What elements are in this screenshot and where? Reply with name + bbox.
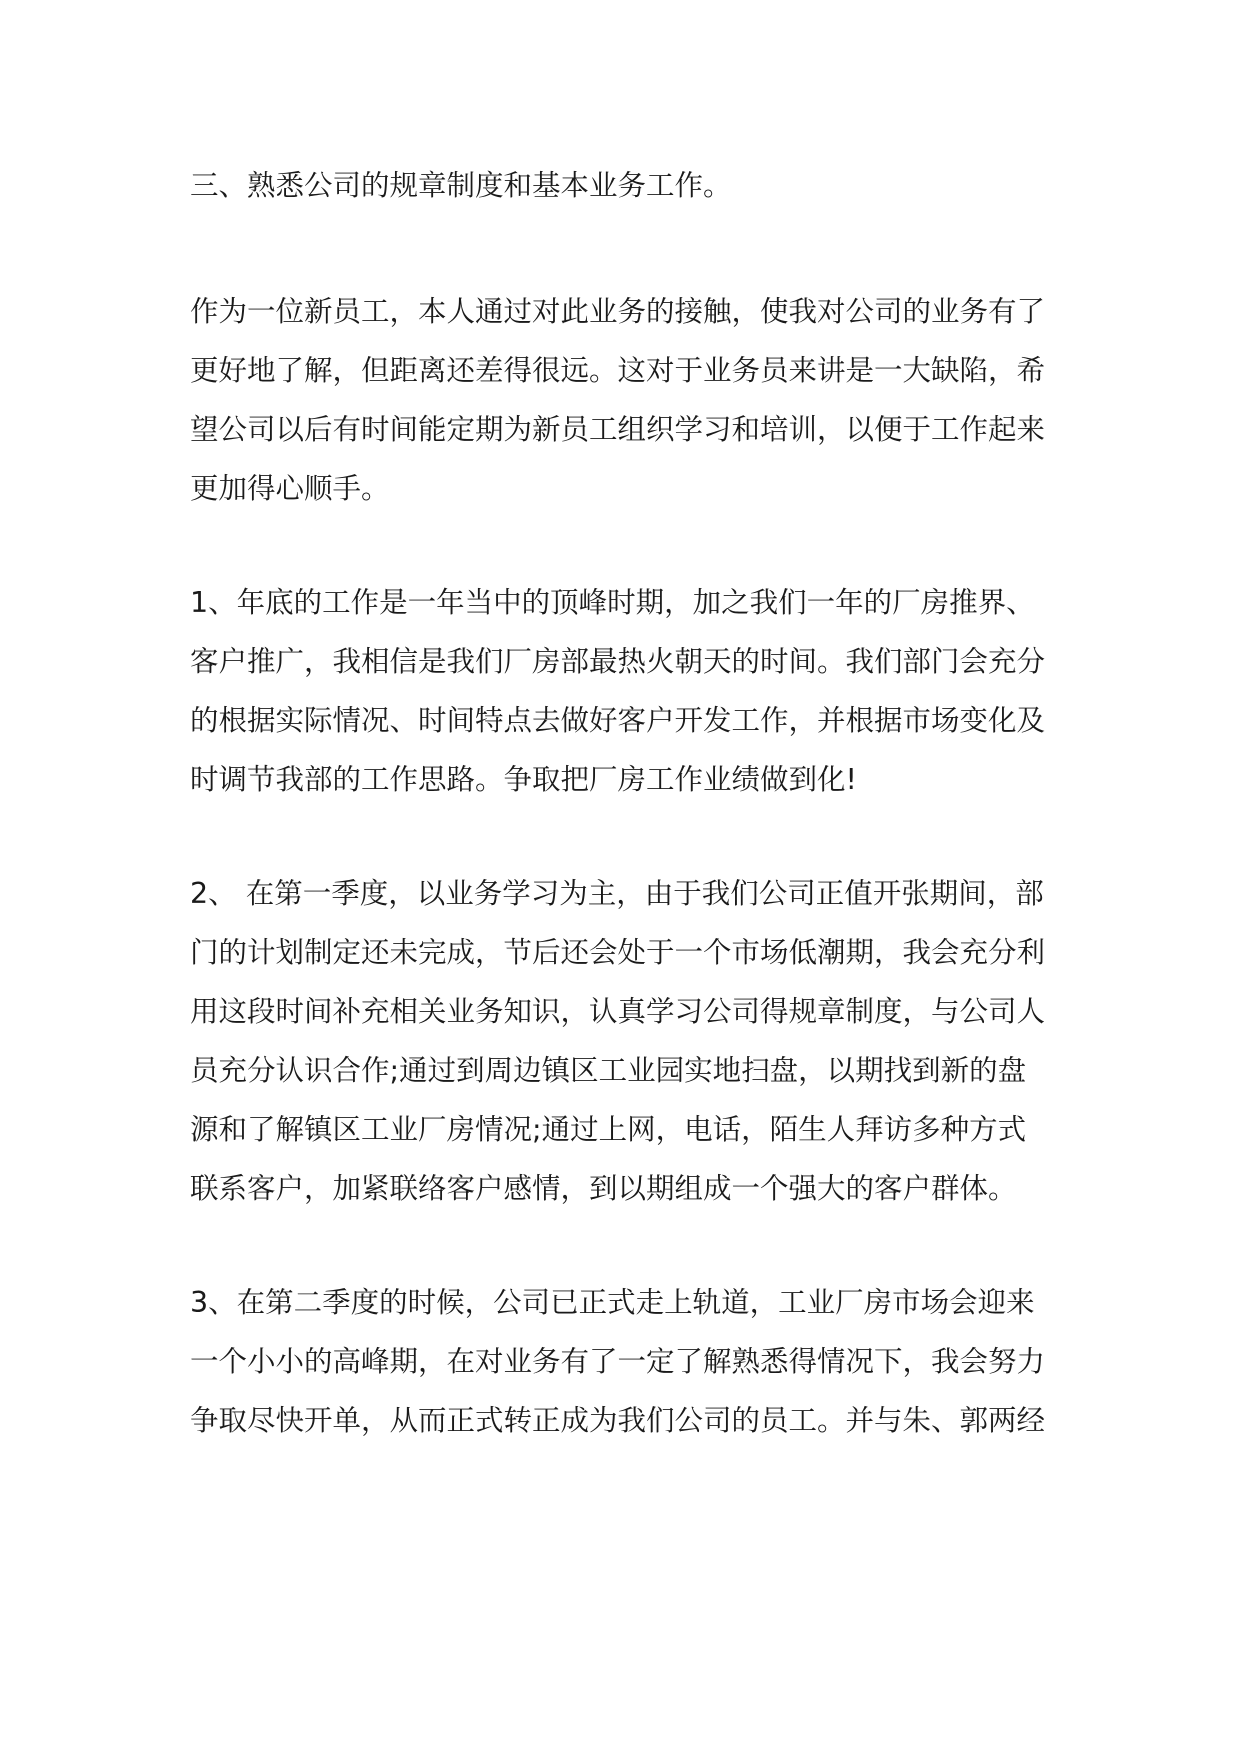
paragraph-line: 争取尽快开单，从而正式转正成为我们公司的员工。并与朱、郭两经 xyxy=(190,1404,1046,1437)
paragraph-line: 1、年底的工作是一年当中的顶峰时期，加之我们一年的厂房推界、 xyxy=(190,586,1035,619)
section-heading: 三、熟悉公司的规章制度和基本业务工作。 xyxy=(190,169,732,202)
paragraph-line: 更好地了解，但距离还差得很远。这对于业务员来讲是一大缺陷，希 xyxy=(190,354,1046,387)
paragraph-line: 的根据实际情况、时间特点去做好客户开发工作，并根据市场变化及 xyxy=(190,704,1046,737)
paragraph-line: 门的计划制定还未完成，节后还会处于一个市场低潮期，我会充分利 xyxy=(190,936,1046,969)
paragraph-line: 望公司以后有时间能定期为新员工组织学习和培训，以便于工作起来 xyxy=(190,413,1046,446)
paragraph-line: 源和了解镇区工业厂房情况;通过上网，电话，陌生人拜访多种方式 xyxy=(190,1113,1027,1146)
paragraph-line: 用这段时间补充相关业务知识，认真学习公司得规章制度，与公司人 xyxy=(190,995,1046,1028)
paragraph-line: 2、 在第一季度，以业务学习为主，由于我们公司正值开张期间，部 xyxy=(190,877,1044,910)
paragraph-line: 一个小小的高峰期，在对业务有了一定了解熟悉得情况下，我会努力 xyxy=(190,1345,1046,1378)
paragraph-line: 更加得心顺手。 xyxy=(190,472,390,505)
paragraph-line: 客户推广，我相信是我们厂房部最热火朝天的时间。我们部门会充分 xyxy=(190,645,1046,678)
paragraph-line: 员充分认识合作;通过到周边镇区工业园实地扫盘，以期找到新的盘 xyxy=(190,1054,1027,1087)
paragraph-line: 作为一位新员工，本人通过对此业务的接触，使我对公司的业务有了 xyxy=(190,295,1046,328)
paragraph-line: 联系客户，加紧联络客户感情，到以期组成一个强大的客户群体。 xyxy=(190,1172,1017,1205)
paragraph-line: 3、在第二季度的时候，公司已正式走上轨道，工业厂房市场会迎来 xyxy=(190,1286,1035,1319)
paragraph-line: 时调节我部的工作思路。争取把厂房工作业绩做到化! xyxy=(190,763,857,796)
